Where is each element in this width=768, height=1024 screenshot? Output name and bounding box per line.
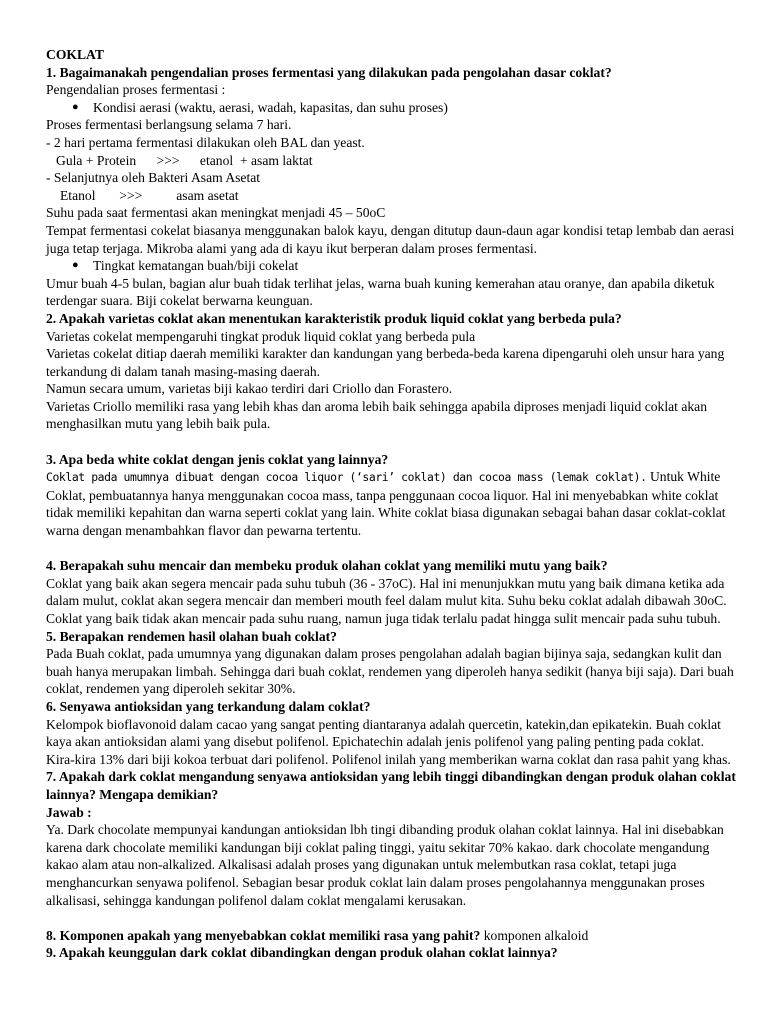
paragraph: Coklat pada umumnya dibuat dengan cocoa liquor (‘sari’ coklat) dan cocoa mass (lemak coklat). Untuk White Coklat, pembuatannya hanya menggunakan cocoa mass, tanpa penggunaan cocoa liquor. Hal ini menyebabkan white coklat tidak memiliki kepahitan dan warna seperti coklat yang lain. White coklat biasa digunakan sebagai bahan dasar coklat-coklat warna dengan menambahkan flavor dan pewarna tertentu. [46, 469, 726, 539]
paragraph: Varietas Criollo memiliki rasa yang lebih khas dan aroma lebih baik sehingga apabila diproses menjadi liquid coklat akan menghasilkan mutu yang lebih baik pula. [46, 398, 708, 432]
paragraph: Pada Buah coklat, pada umumnya yang digunakan dalam proses pengolahan adalah bagian bijinya saja, sedangkan kulit dan buah hanya merupakan limbah. Sehingga dari buah coklat, rendemen yang diperoleh hanya sedikit (hanya biji saja). Dari buah coklat, rendemen yang diperoleh sekitar 30%. [46, 646, 734, 697]
bullet-icon: ● [72, 100, 79, 113]
question-8: 8. Komponen apakah yang menyebabkan coklat memiliki rasa yang pahit? [46, 927, 481, 943]
paragraph: - 2 hari pertama fermentasi dilakukan oleh BAL dan yeast. [46, 134, 365, 150]
document-page [46, 46, 736, 962]
question-5: 5. Berapakan rendemen hasil olahan buah coklat? [46, 628, 337, 644]
question-6: 6. Senyawa antioksidan yang terkandung dalam coklat? [46, 698, 371, 714]
bullet-item: ● Kondisi aerasi (waktu, aerasi, wadah, kapasitas, dan suhu proses) [72, 99, 448, 115]
question-8-line [46, 927, 736, 945]
question-3: 3. Apa beda white coklat dengan jenis coklat yang lainnya? [46, 451, 389, 467]
question-1: 1. Bagaimanakah pengendalian proses fermentasi yang dilakukan pada pengolahan dasar coklat? [46, 64, 612, 80]
paragraph: Pengendalian proses fermentasi : [46, 82, 226, 98]
reaction-line: Gula + Protein >>> etanol + asam laktat [56, 152, 313, 168]
paragraph: Proses fermentasi berlangsung selama 7 hari. [46, 117, 292, 133]
reaction-line: Etanol >>> asam asetat [60, 187, 239, 203]
question-9: 9. Apakah keunggulan dark coklat dibandingkan dengan produk olahan coklat lainnya? [46, 945, 558, 961]
paragraph: Ya. Dark chocolate mempunyai kandungan antioksidan lbh tingi dibanding produk olahan coklat lainnya. Hal ini disebabkan karena dark chocolate memiliki kandungan biji coklat paling tinggi, yaitu sekitar 70% kakao. dark chocolate mengandung kakao alam atau non-alkalized. Alkalisasi adalah proses yang digunakan untuk melembutkan rasa coklat, tetapi juga menghancurkan senyawa polifenol. Sebagian besar produk coklat lain dalam proses pengolahannya menggunakan proses alkalisasi, sehingga kandungan polifenol dalam coklat mengalami kerusakan. [46, 822, 724, 908]
question-2: 2. Apakah varietas coklat akan menentukan karakteristik produk liquid coklat yang berbeda pula? [46, 310, 622, 326]
question-4: 4. Berapakah suhu mencair dan membeku produk olahan coklat yang memiliki mutu yang baik? [46, 558, 608, 574]
paragraph: Suhu pada saat fermentasi akan meningkat menjadi 45 – 50oC [46, 205, 386, 221]
paragraph: Tempat fermentasi cokelat biasanya menggunakan balok kayu, dengan ditutup daun-daun agar kondisi tetap lembab dan aerasi juga tetap terjaga. Mikroba alami yang ada di kayu ikut berperan dalam proses fermentasi. [46, 222, 735, 256]
paragraph: - Selanjutnya oleh Bakteri Asam Asetat [46, 170, 261, 186]
question-7: 7. Apakah dark coklat mengandung senyawa antioksidan yang lebih tinggi dibandingkan dengan produk olahan coklat lainnya? Mengapa demikian? [46, 769, 736, 802]
answer-label: Jawab : [46, 804, 92, 820]
spacer [46, 909, 736, 927]
paragraph: Coklat yang baik akan segera mencair pada suhu tubuh (36 - 37oC). Hal ini menunjukkan mutu yang baik dimana ketika ada dalam mulut, coklat akan segera mencair dan memberi mouth feel dalam mulut kita. Suhu beku coklat adalah dibawah 30oC. Coklat yang baik tidak akan mencair pada suhu ruang, namun juga tidak terlalu padat hingga sulit mencair pada suhu tubuh. [46, 575, 727, 626]
monospace-text: Coklat pada umumnya dibuat dengan cocoa liquor (‘sari’ coklat) dan cocoa mass (lemak coklat). [46, 470, 647, 485]
document-title: COKLAT [46, 47, 104, 62]
answer-text: komponen alkaloid [480, 927, 589, 943]
spacer [46, 540, 736, 558]
paragraph: Umur buah 4-5 bulan, bagian alur buah tidak terlihat jelas, warna buah kuning kemerahan atau oranye, dan apabila diketuk terdengar suara. Biji cokelat berwarna keunguan. [46, 275, 715, 309]
paragraph: Varietas cokelat mempengaruhi tingkat produk liquid coklat yang berbeda pula [46, 328, 476, 344]
paragraph: Namun secara umum, varietas biji kakao terdiri dari Criollo dan Forastero. [46, 381, 453, 397]
paragraph: Varietas cokelat ditiap daerah memiliki karakter dan kandungan yang berbeda-beda karena dipengaruhi oleh unsur hara yang terkandung di dalam tanah masing-masing daerah. [46, 346, 725, 379]
spacer [46, 433, 736, 451]
bullet-item: ● Tingkat kematangan buah/biji cokelat [72, 258, 299, 274]
paragraph: Kelompok bioflavonoid dalam cacao yang sangat penting diantaranya adalah quercetin, katekin,dan epikatekin. Buah coklat kaya akan antioksidan alami yang disebut polifenol. Epichatechin adalah jenis polifenol yang paling penting pada coklat. Kira-kira 13% dari biji kokoa terbuat dari polifenol. Polifenol inilah yang memberikan warna coklat dan rasa pahit yang khas. [46, 716, 731, 767]
bullet-icon: ● [72, 259, 79, 272]
